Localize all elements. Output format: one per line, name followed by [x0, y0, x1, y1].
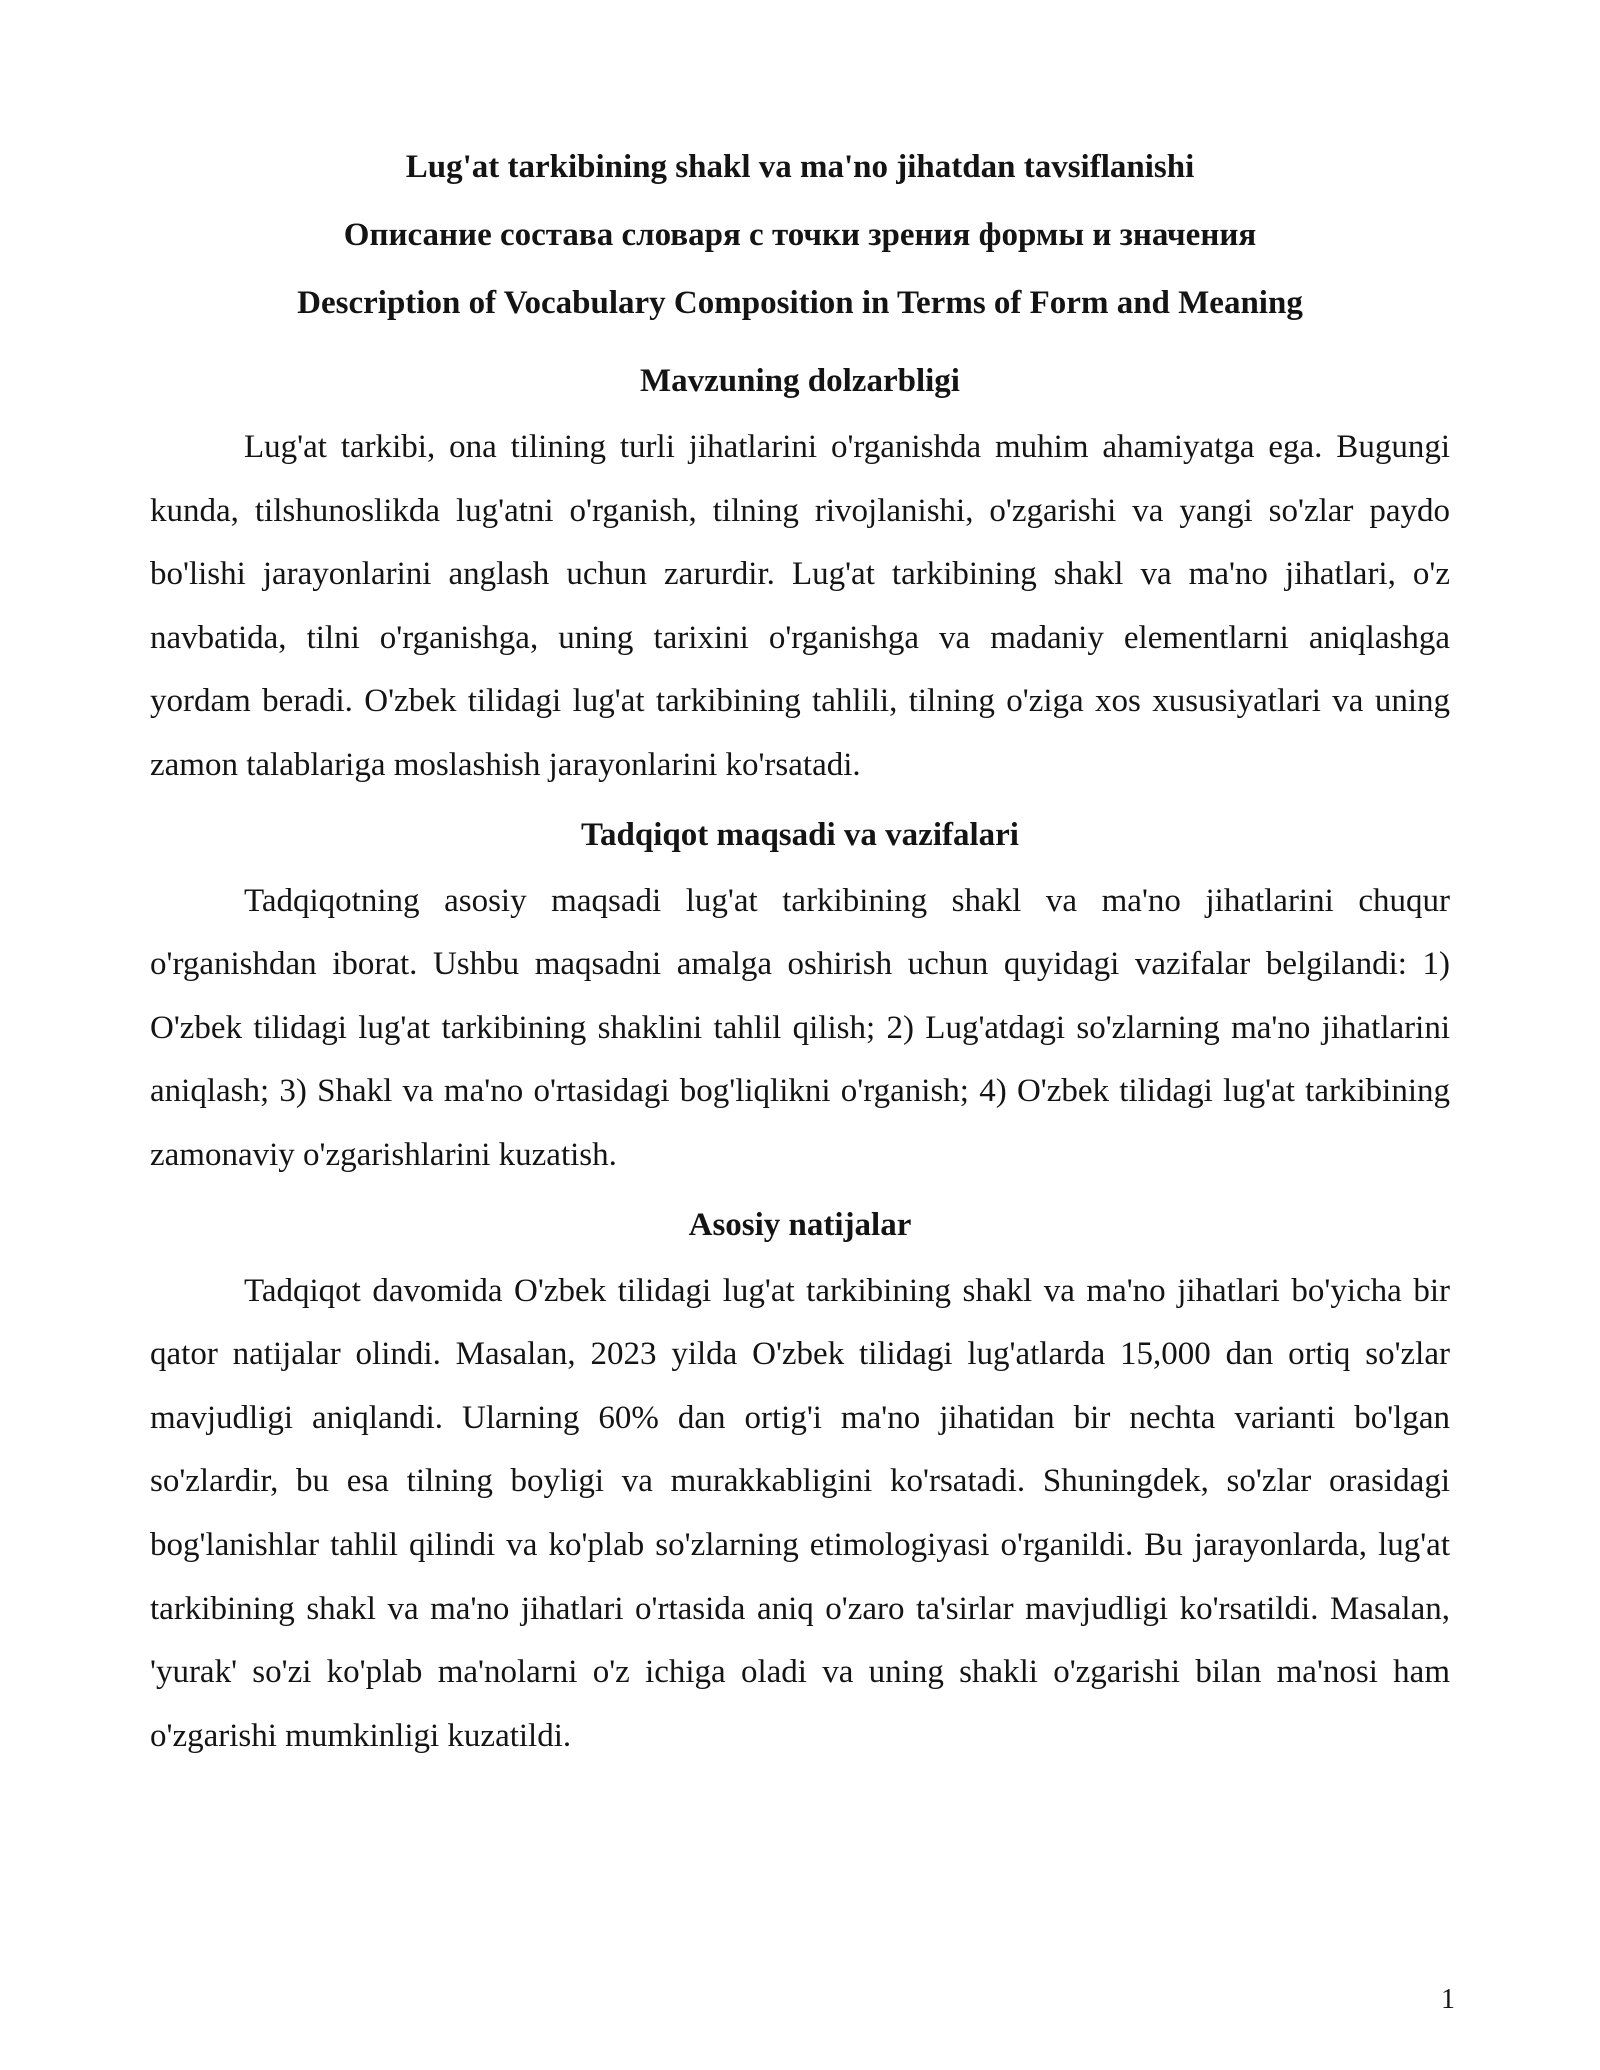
paragraph-main-results: Tadqiqot davomida O'zbek tilidagi lug'at tarkibining shakl va ma'no jihatlari bo'yicha bir qator natijalar olindi. Masalan, 2023 yilda O'zbek tilidagi lug'atlarda 15,000 dan ortiq so'zlar mavjudligi aniqlandi. Ularning 60% dan ortig'i ma'no jihatidan bir nechta varianti bo'lgan so'zlardir, bu esa tilning boyligi va murakkabligini ko'rsatadi. Shuningdek, so'zlar orasidagi bog'lanishlar tahlil qilindi va ko'plab so'zlarning etimologiyasi o'rganildi. Bu jarayonlarda, lug'at tarkibining shakl va ma'no jihatlari o'rtasida aniq o'zaro ta'sirlar mavjudligi ko'rsatildi. Masalan, 'yurak' so'zi ko'plab ma'nolarni o'z ichiga oladi va uning shakli o'zgarishi bilan ma'nosi ham o'zgarishi mumkinligi kuzatildi.: [150, 1272, 1450, 1754]
paragraph-goals-tasks: Tadqiqotning asosiy maqsadi lug'at tarkibining shakl va ma'no jihatlarini chuqur o'rganishdan iborat. Ushbu maqsadni amalga oshirish uchun quyidagi vazifalar belgilandi: 1) O'zbek tilidagi lug'at tarkibining shaklini tahlil qilish; 2) Lug'atdagi so'zlarning ma'no jihatlarini aniqlash; 3) Shakl va ma'no o'rtasidagi bog'liqlikni o'rganish; 4) O'zbek tilidagi lug'at tarkibining zamonaviy o'zgarishlarini kuzatish.: [150, 882, 1450, 1173]
heading-goals-tasks: Tadqiqot maqsadi va vazifalari: [581, 816, 1019, 853]
heading-relevance: Mavzuning dolzarbligi: [640, 363, 960, 399]
title-russian: Описание состава словаря с точки зрения формы и значения: [343, 217, 1257, 253]
title-english: Description of Vocabulary Composition in Terms of Form and Meaning: [297, 285, 1303, 321]
page-number: 1: [1441, 1984, 1455, 2015]
paragraph-relevance: Lug'at tarkibi, ona tilining turli jihatlarini o'rganishda muhim ahamiyatga ega. Bugungi kunda, tilshunoslikda lug'atni o'rganish, tilning rivojlanishi, o'zgarishi va yangi so'zlar paydo bo'lishi jarayonlarini anglash uchun zarurdir. Lug'at tarkibining shakl va ma'no jihatlari, o'z navbatida, tilni o'rganishga, uning tarixini o'rganishga va madaniy elementlarni aniqlashga yordam beradi. O'zbek tilidagi lug'at tarkibining tahlili, tilning o'ziga xos xususiyatlari va uning zamon talablariga moslashish jarayonlarini ko'rsatadi.: [150, 429, 1450, 783]
title-uzbek: Lug'at tarkibining shakl va ma'no jihatdan tavsiflanishi: [405, 149, 1195, 185]
heading-main-results: Asosiy natijalar: [688, 1206, 912, 1243]
page-content: [150, 147, 1450, 1785]
